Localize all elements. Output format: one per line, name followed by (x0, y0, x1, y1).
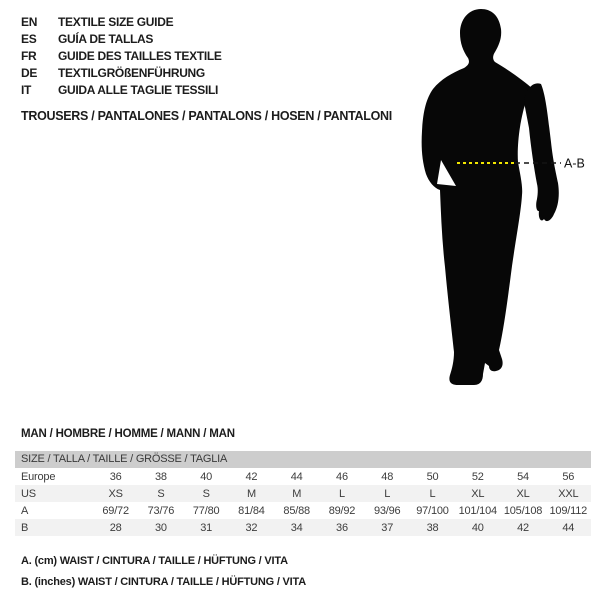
cell: 42 (517, 521, 529, 534)
language-label: GUIDA ALLE TAGLIE TESSILI (58, 83, 219, 97)
cell: 37 (381, 521, 394, 534)
man-silhouette-figure (395, 0, 600, 400)
language-row-en (21, 14, 222, 31)
gender-title: MAN / HOMBRE / HOMME / MANN / MAN (21, 428, 235, 440)
cell: 30 (154, 521, 167, 534)
language-code: FR (21, 49, 37, 63)
cell: 56 (562, 470, 575, 483)
cell: 89/92 (328, 504, 356, 517)
man-silhouette-right-arm (524, 83, 559, 221)
cell: S (157, 487, 165, 500)
language-row-de (21, 65, 222, 82)
row-label: A (21, 504, 29, 517)
cell: 97/100 (416, 504, 449, 517)
cell: L (429, 487, 436, 500)
garment-title: TROUSERS / PANTALONES / PANTALONS / HOSEN / PANTALONI (21, 109, 392, 123)
cell: 77/80 (192, 504, 220, 517)
cell: 34 (290, 521, 303, 534)
cell: 101/104 (458, 504, 497, 517)
cell: 36 (109, 470, 122, 483)
cell: 69/72 (102, 504, 129, 517)
language-code: ES (21, 32, 37, 46)
cell: 31 (200, 521, 213, 534)
language-label: GUÍA DE TALLAS (58, 32, 154, 46)
row-label: US (21, 487, 36, 500)
cell: 81/84 (238, 504, 265, 517)
language-row-it (21, 82, 222, 99)
cell: M (246, 487, 256, 500)
size-table (15, 451, 591, 536)
cell: 38 (154, 470, 167, 483)
cell: 50 (426, 470, 439, 483)
man-silhouette-body (422, 9, 534, 385)
row-label: B (21, 521, 29, 534)
cell: 73/76 (147, 504, 175, 517)
language-label: GUIDE DES TAILLES TEXTILE (58, 49, 222, 63)
cell: XL (516, 487, 530, 500)
cell: 105/108 (503, 504, 543, 517)
footnote-a: A. (cm) WAIST / CINTURA / TAILLE / HÜFTUNG / VITA (21, 555, 288, 567)
cell: S (202, 487, 210, 500)
cell: 93/96 (373, 504, 401, 517)
language-code: DE (21, 66, 38, 80)
cell: 28 (109, 521, 122, 534)
measure-label: A-B (564, 156, 585, 171)
table-row-us (15, 485, 591, 502)
cell: 44 (290, 470, 303, 483)
language-label: TEXTILE SIZE GUIDE (58, 15, 174, 29)
language-list (21, 14, 222, 99)
cell: 38 (426, 521, 439, 534)
cell: XXL (558, 487, 579, 500)
measurement-footnotes (21, 551, 306, 593)
cell: M (292, 487, 302, 500)
table-row-a-cm (15, 502, 591, 519)
language-code: EN (21, 15, 38, 29)
language-label: TEXTILGRÖßENFÜHRUNG (58, 66, 205, 80)
footnote-b: B. (inches) WAIST / CINTURA / TAILLE / HÜFTUNG / VITA (21, 576, 306, 588)
cell: 40 (471, 521, 484, 534)
cell: 52 (471, 470, 484, 483)
cell: 42 (245, 470, 258, 483)
language-code: IT (21, 83, 32, 97)
language-row-es (21, 31, 222, 48)
size-table-header: SIZE / TALLA / TAILLE / GRÖSSE / TAGLIA (15, 451, 591, 468)
cell: 36 (336, 521, 348, 534)
row-label: Europe (21, 470, 56, 483)
table-row-b-inches (15, 519, 591, 536)
language-row-fr (21, 48, 222, 65)
cell: L (339, 487, 345, 500)
cell: XS (108, 487, 123, 500)
cell: 109/112 (549, 504, 588, 517)
table-row-europe (15, 468, 591, 485)
cell: 40 (200, 470, 213, 483)
cell: 48 (381, 470, 394, 483)
cell: 46 (336, 470, 348, 483)
cell: 54 (517, 470, 529, 483)
cell: 85/88 (283, 504, 310, 517)
cell: 32 (245, 521, 258, 534)
cell: L (384, 487, 391, 500)
cell: 44 (562, 521, 575, 534)
cell: XL (471, 487, 485, 500)
